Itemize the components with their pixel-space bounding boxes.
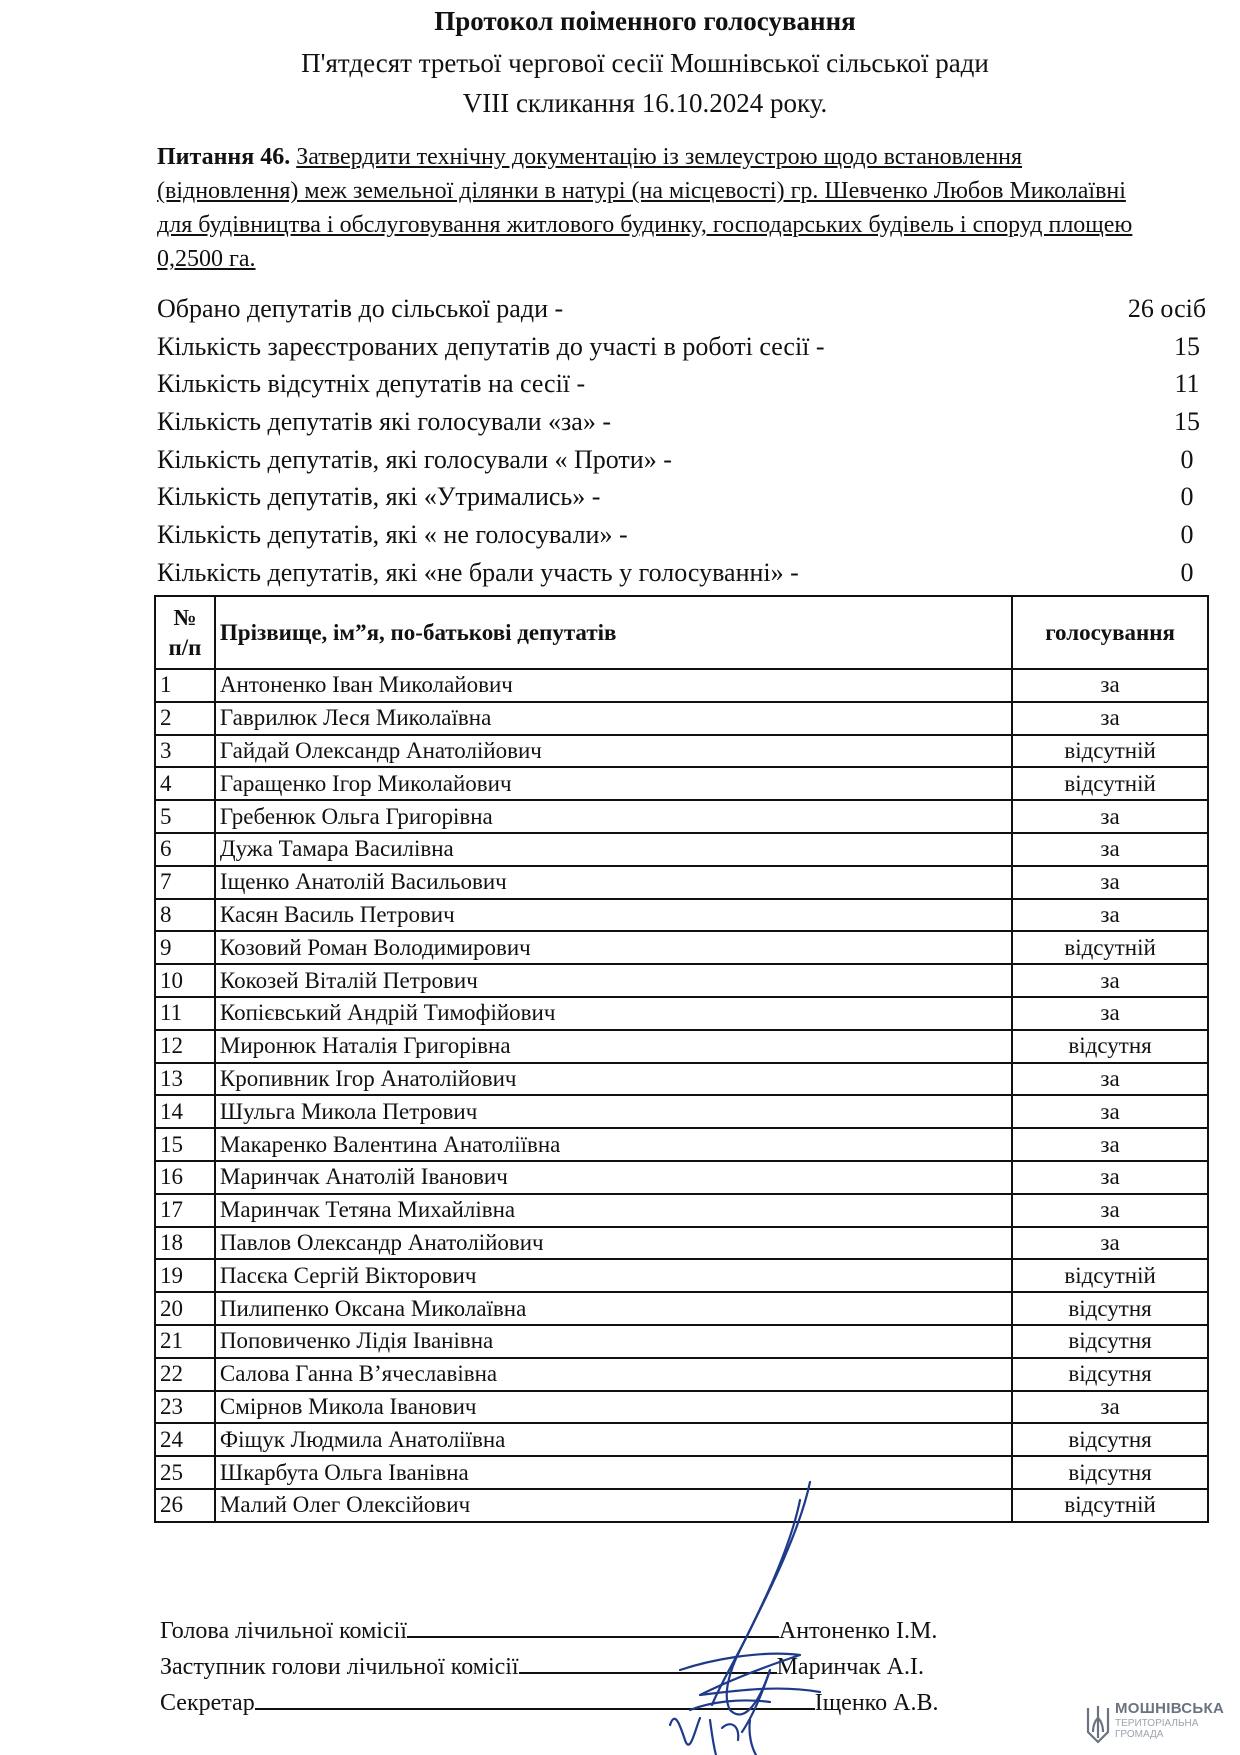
stat-label: Кількість зареєстрованих депутатів до участі в роботі сесії - — [157, 331, 825, 361]
logo-subtitle-line: ТЕРИТОРІАЛЬНА — [1115, 1718, 1199, 1729]
stat-value: 11 — [1174, 369, 1200, 399]
vote-result: відсутня — [1012, 1423, 1208, 1456]
convocation-date-line: VIII скликання 16.10.2024 року. — [462, 88, 828, 118]
vote-result: за — [1012, 1161, 1208, 1194]
deputy-name: Малий Олег Олексійович — [215, 1489, 1012, 1522]
signature-name: Антоненко І.М. — [778, 1618, 938, 1644]
logo-title: МОШНІВСЬКА — [1115, 1700, 1225, 1717]
vote-result: за — [1012, 1227, 1208, 1260]
question-label: Питання 46. — [157, 144, 291, 170]
stat-label: Кількість депутатів, які голосували « Проти» - — [157, 444, 672, 474]
signature-name: Іщенко А.В. — [814, 1690, 939, 1716]
deputy-name: Маринчак Тетяна Михайлівна — [215, 1194, 1012, 1227]
table-row — [155, 899, 1208, 932]
stat-label: Кількість депутатів які голосували «за» - — [157, 407, 611, 437]
table-row — [155, 1095, 1208, 1128]
row-number: 12 — [155, 1030, 215, 1063]
logo-subtitle-line: ГРОМАДА — [1115, 1729, 1164, 1740]
column-header-name: Прізвище, ім”я, по-батькові депутатів — [215, 596, 1012, 669]
deputy-name: Антоненко Іван Миколайович — [215, 669, 1012, 702]
community-logo — [1085, 1700, 1235, 1750]
vote-result: відсутня — [1012, 1292, 1208, 1325]
deputy-name: Шульга Микола Петрович — [215, 1095, 1012, 1128]
deputy-name: Гайдай Олександр Анатолійович — [215, 735, 1012, 768]
row-number: 14 — [155, 1095, 215, 1128]
deputy-name: Макаренко Валентина Анатоліївна — [215, 1128, 1012, 1161]
table-row — [155, 1292, 1208, 1325]
signature-name: Маринчак А.І. — [776, 1654, 924, 1680]
row-number: 17 — [155, 1194, 215, 1227]
row-number: 7 — [155, 866, 215, 899]
vote-result: відсутня — [1012, 1358, 1208, 1391]
vote-result: відсутній — [1012, 735, 1208, 768]
table-row — [155, 1161, 1208, 1194]
question-text: Затвердити технічну документацію із землеустрою щодо встановлення (відновлення) меж земельної ділянки в натурі (на місцевості) гр. Шевченко Любов Миколаївні для будівництва і обслуговування житлового будинку, господарських будівель і споруд площею 0,2500 га. — [157, 144, 1133, 272]
stat-row — [157, 403, 1200, 441]
stat-value: 26 осіб — [1127, 294, 1207, 323]
session-line: П'ятдесят третьої чергової сесії Мошнівської сільської ради — [301, 48, 989, 78]
table-row — [155, 1391, 1208, 1424]
vote-result: відсутня — [1012, 1456, 1208, 1489]
logo-subtitle — [1115, 1718, 1235, 1740]
table-row — [155, 1194, 1208, 1227]
signature-role: Секретар — [160, 1690, 255, 1716]
table-row — [155, 997, 1208, 1030]
roll-call-table — [154, 595, 1209, 1523]
table-row — [155, 735, 1208, 768]
vote-result: за — [1012, 866, 1208, 899]
trident-icon — [1085, 1702, 1111, 1746]
deputy-name: Кокозей Віталій Петрович — [215, 964, 1012, 997]
vote-result: за — [1012, 964, 1208, 997]
stat-value: 0 — [1180, 557, 1194, 587]
row-number: 18 — [155, 1227, 215, 1260]
row-number: 13 — [155, 1063, 215, 1096]
deputy-name: Касян Василь Петрович — [215, 899, 1012, 932]
table-row — [155, 964, 1208, 997]
vote-statistics — [157, 290, 1207, 592]
vote-result: за — [1012, 833, 1208, 866]
row-number: 2 — [155, 702, 215, 735]
table-row — [155, 1227, 1208, 1260]
deputy-name: Павлов Олександр Анатолійович — [215, 1227, 1012, 1260]
stat-row — [157, 478, 1194, 516]
vote-result: відсутня — [1012, 1325, 1208, 1358]
row-number: 22 — [155, 1358, 215, 1391]
row-number: 6 — [155, 833, 215, 866]
deputy-name: Смірнов Микола Іванович — [215, 1391, 1012, 1424]
table-row — [155, 1063, 1208, 1096]
vote-result: за — [1012, 899, 1208, 932]
row-number: 20 — [155, 1292, 215, 1325]
signature-role: Голова лічильної комісії — [160, 1618, 407, 1644]
deputy-name: Іщенко Анатолій Васильович — [215, 866, 1012, 899]
deputy-name: Шкарбута Ольга Іванівна — [215, 1456, 1012, 1489]
deputy-name: Гаврилюк Леся Миколаївна — [215, 702, 1012, 735]
stat-label: Кількість депутатів, які «Утримались» - — [157, 482, 601, 512]
stat-value: 0 — [1180, 520, 1194, 550]
vote-result: відсутній — [1012, 1259, 1208, 1292]
table-row — [155, 767, 1208, 800]
row-number: 19 — [155, 1259, 215, 1292]
stat-label: Кількість депутатів, які «не брали участь у голосуванні» - — [157, 557, 799, 587]
deputy-name: Копієвський Андрій Тимофійович — [215, 997, 1012, 1030]
vote-result: за — [1012, 1194, 1208, 1227]
row-number: 4 — [155, 767, 215, 800]
table-row — [155, 800, 1208, 833]
deputy-name: Маринчак Анатолій Іванович — [215, 1161, 1012, 1194]
table-row — [155, 1325, 1208, 1358]
vote-result: відсутній — [1012, 1489, 1208, 1522]
vote-result: відсутній — [1012, 767, 1208, 800]
row-number: 16 — [155, 1161, 215, 1194]
row-number: 21 — [155, 1325, 215, 1358]
row-number: 25 — [155, 1456, 215, 1489]
table-row — [155, 1030, 1208, 1063]
handwritten-signature — [650, 1470, 850, 1755]
stat-value: 0 — [1180, 482, 1194, 512]
row-number: 3 — [155, 735, 215, 768]
stat-label: Кількість відсутніх депутатів на сесії - — [157, 369, 586, 399]
deputy-name: Пасєка Сергій Вікторович — [215, 1259, 1012, 1292]
stat-label: Обрано депутатів до сільської ради - — [157, 294, 564, 323]
table-row — [155, 1259, 1208, 1292]
deputy-name: Гребенюк Ольга Григорівна — [215, 800, 1012, 833]
table-body — [155, 669, 1208, 1522]
column-header-number: № п/п — [155, 596, 215, 669]
stat-value: 15 — [1174, 331, 1200, 361]
table-header-row — [155, 596, 1208, 669]
table-row — [155, 1358, 1208, 1391]
stat-row — [157, 441, 1194, 479]
table-row — [155, 702, 1208, 735]
stat-row — [157, 554, 1194, 592]
row-number: 1 — [155, 669, 215, 702]
table-row — [155, 833, 1208, 866]
deputy-name: Фіщук Людмила Анатоліївна — [215, 1423, 1012, 1456]
vote-result: за — [1012, 1095, 1208, 1128]
deputy-name: Козовий Роман Володимирович — [215, 931, 1012, 964]
vote-result: за — [1012, 1063, 1208, 1096]
stat-row — [157, 516, 1194, 554]
stat-row — [157, 365, 1200, 403]
row-number: 24 — [155, 1423, 215, 1456]
stat-row — [157, 290, 1207, 328]
vote-result: за — [1012, 997, 1208, 1030]
vote-result: за — [1012, 702, 1208, 735]
vote-result: відсутня — [1012, 1030, 1208, 1063]
vote-result: за — [1012, 1391, 1208, 1424]
row-number: 15 — [155, 1128, 215, 1161]
row-number: 26 — [155, 1489, 215, 1522]
deputy-name: Кропивник Ігор Анатолійович — [215, 1063, 1012, 1096]
question-block — [157, 140, 1142, 276]
table-row — [155, 1128, 1208, 1161]
row-number: 8 — [155, 899, 215, 932]
table-row — [155, 669, 1208, 702]
deputy-name: Поповиченко Лідія Іванівна — [215, 1325, 1012, 1358]
row-number: 11 — [155, 997, 215, 1030]
stat-value: 15 — [1174, 407, 1200, 437]
stat-label: Кількість депутатів, які « не голосували» - — [157, 520, 628, 550]
row-number: 5 — [155, 800, 215, 833]
row-number: 9 — [155, 931, 215, 964]
deputy-name: Гаращенко Ігор Миколайович — [215, 767, 1012, 800]
table-row — [155, 1423, 1208, 1456]
table-row — [155, 931, 1208, 964]
row-number: 10 — [155, 964, 215, 997]
row-number: 23 — [155, 1391, 215, 1424]
vote-result: за — [1012, 669, 1208, 702]
vote-result: за — [1012, 1128, 1208, 1161]
stat-value: 0 — [1180, 444, 1194, 474]
deputy-name: Дужа Тамара Василівна — [215, 833, 1012, 866]
signature-role: Заступник голови лічильної комісії — [160, 1654, 519, 1680]
deputy-name: Салова Ганна В’ячеславівна — [215, 1358, 1012, 1391]
document-title: Протокол поіменного голосування — [434, 6, 856, 36]
vote-result: відсутній — [1012, 931, 1208, 964]
stat-row — [157, 328, 1200, 366]
column-header-vote: голосування — [1012, 596, 1208, 669]
vote-result: за — [1012, 800, 1208, 833]
deputy-name: Миронюк Наталія Григорівна — [215, 1030, 1012, 1063]
table-row — [155, 866, 1208, 899]
deputy-name: Пилипенко Оксана Миколаївна — [215, 1292, 1012, 1325]
